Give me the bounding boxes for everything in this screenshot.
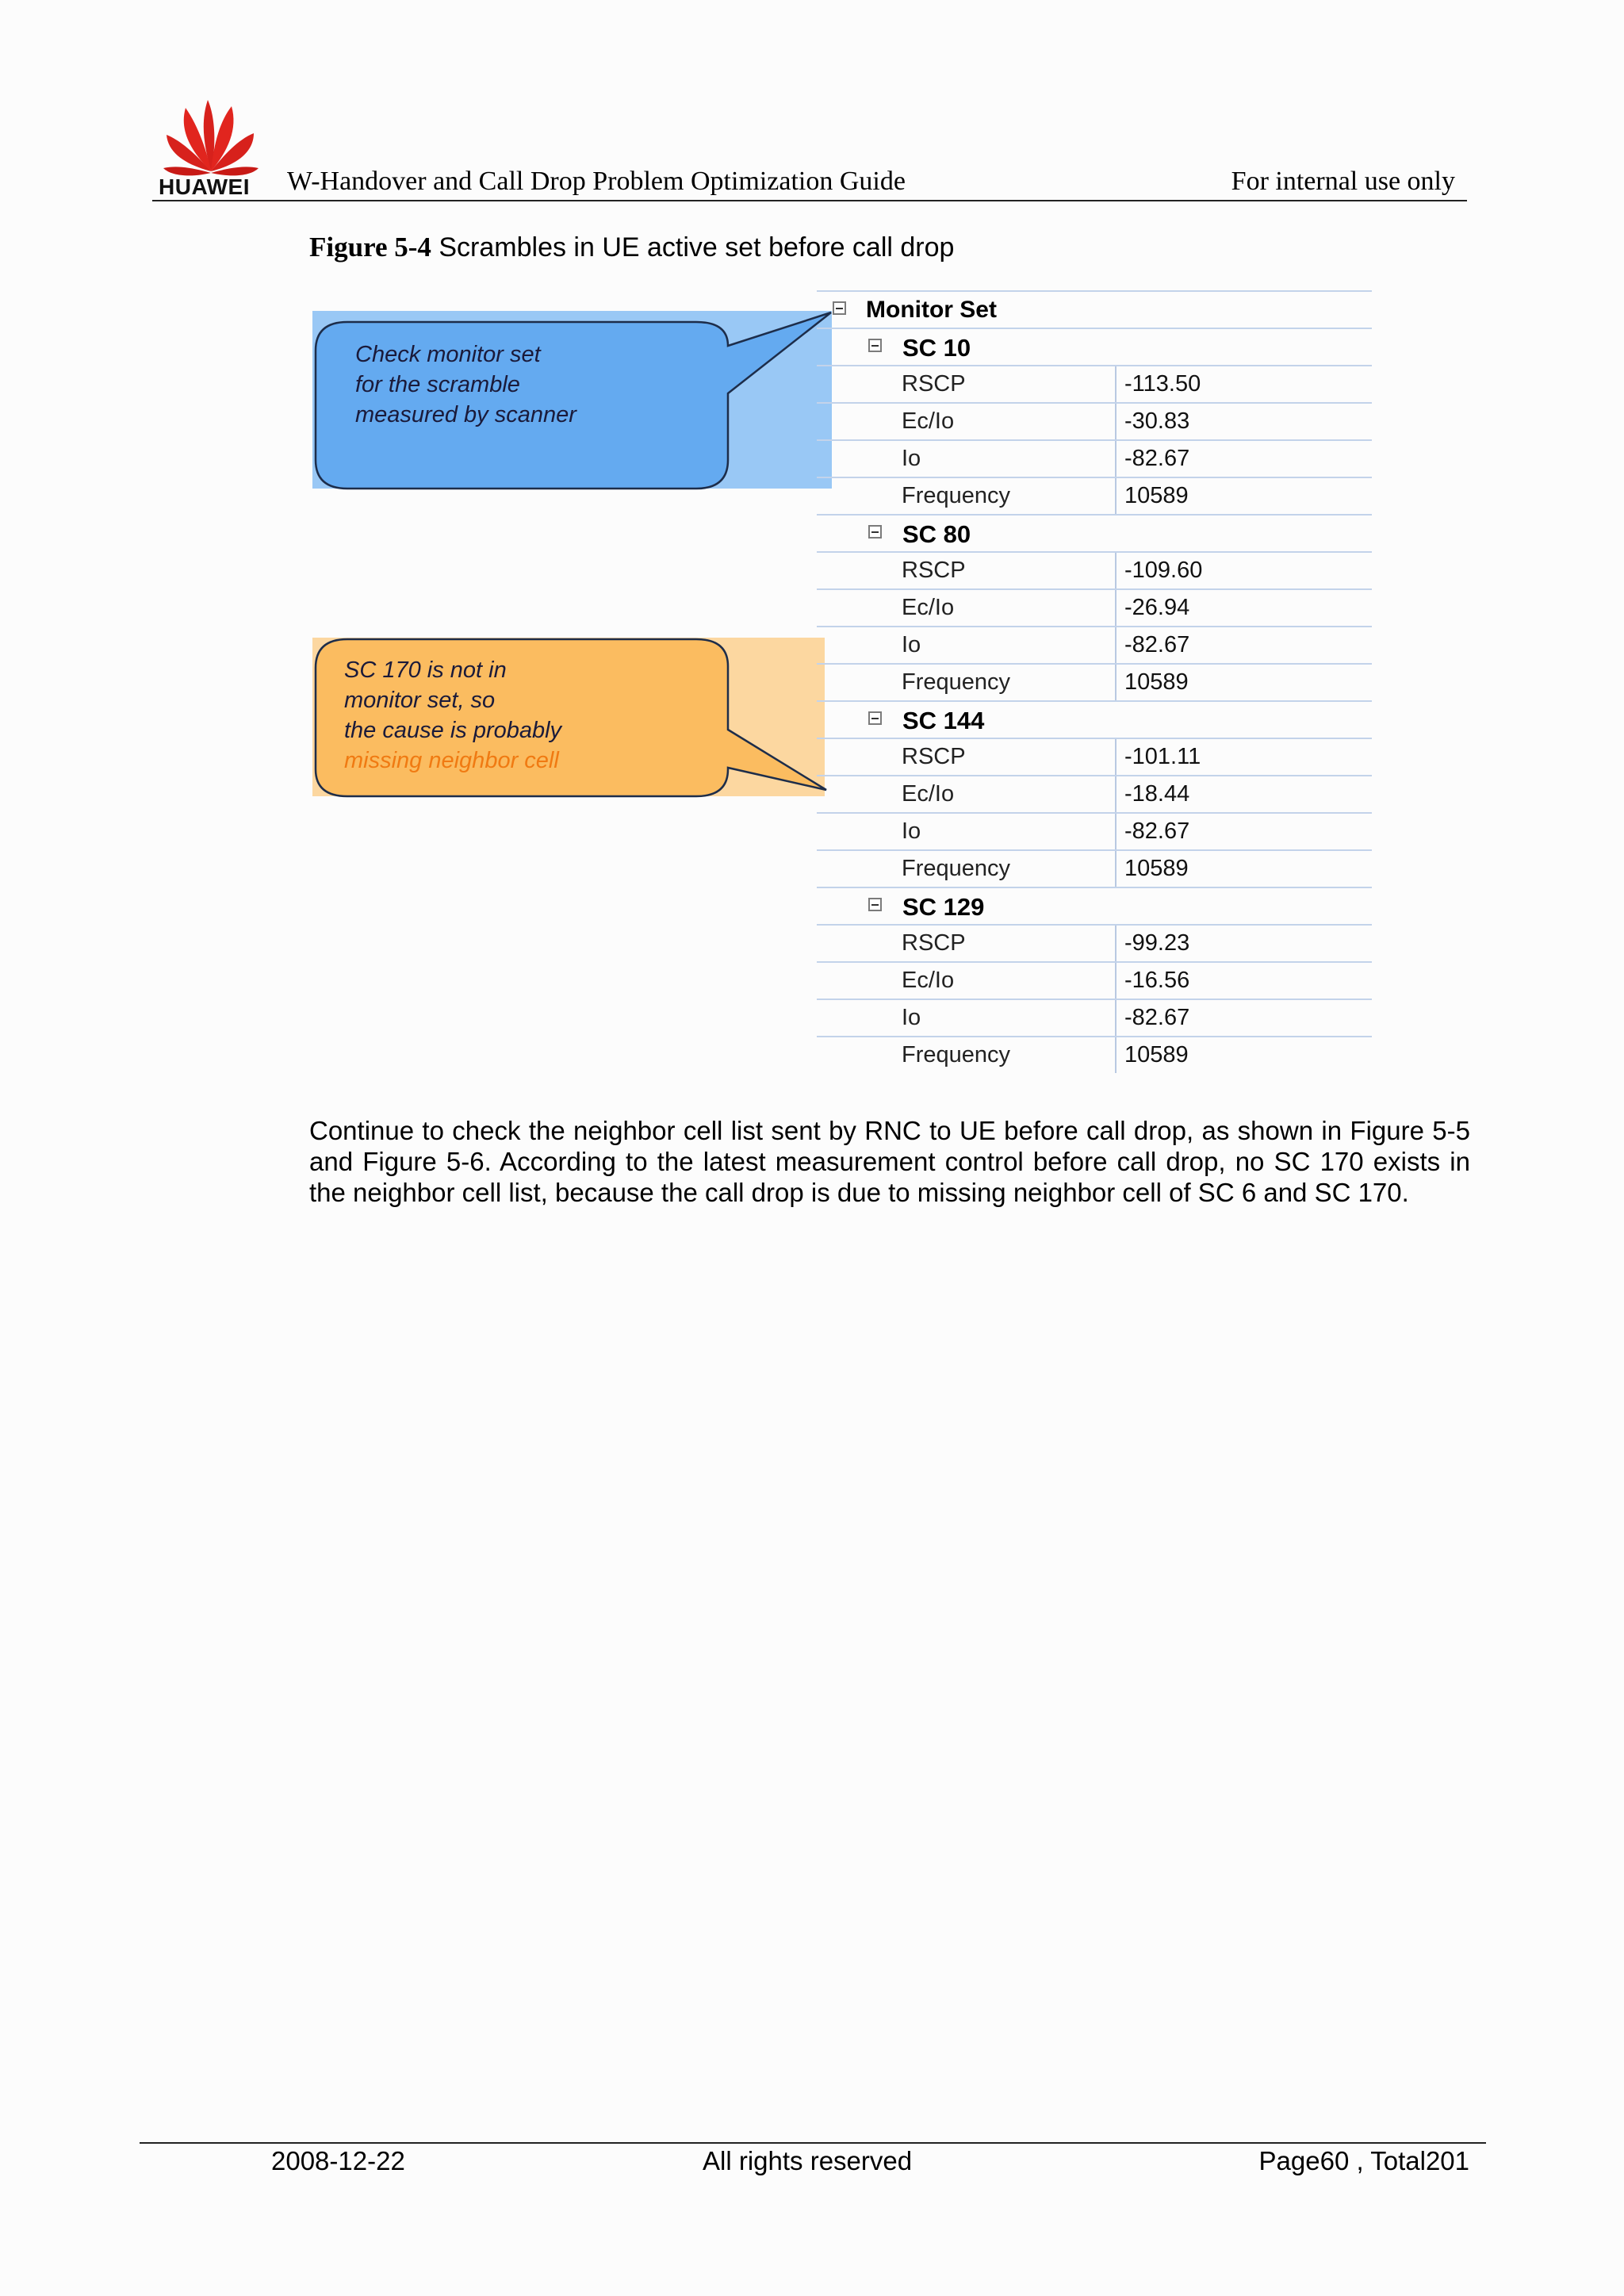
footer-date: 2008-12-22 <box>271 2146 405 2175</box>
tree-measure-row <box>817 590 1372 627</box>
body-paragraph: Continue to check the neighbor cell list sent by RNC to UE before call drop, as shown in Figure 5-5 and Figure 5-6. According to the latest measurement control before call drop, no SC 170 exists in the neighbor cell list, because the call drop is due to missing neighbor cell of SC 6 and SC 170. <box>309 1116 1470 1207</box>
measure-label: RSCP <box>902 558 966 583</box>
callout-blue-text <box>355 339 576 430</box>
tree-measure-row <box>817 926 1372 963</box>
measure-label: Io <box>902 818 921 844</box>
collapse-icon[interactable] <box>868 525 882 539</box>
measure-label: Io <box>902 1005 921 1030</box>
document-title: W-Handover and Call Drop Problem Optimization Guide <box>287 167 906 196</box>
collapse-icon[interactable] <box>868 898 882 911</box>
tree-measure-row <box>817 1037 1372 1073</box>
tree-measure-row <box>817 553 1372 590</box>
callout-orange-text <box>344 655 561 776</box>
measure-label: Ec/Io <box>902 408 955 434</box>
tree-measure-row <box>817 739 1372 776</box>
tree-measure-row <box>817 478 1372 516</box>
measure-value: -82.67 <box>1124 446 1190 471</box>
measure-value: -16.56 <box>1124 968 1190 993</box>
footer-rights: All rights reserved <box>703 2146 913 2175</box>
measure-label: Ec/Io <box>902 595 955 620</box>
tree-measure-row <box>817 366 1372 404</box>
measure-value: -18.44 <box>1124 781 1190 807</box>
measure-value: -109.60 <box>1124 558 1203 583</box>
collapse-icon[interactable] <box>868 339 882 352</box>
callout-orange-line: SC 170 is not in <box>344 657 507 683</box>
measure-label: Ec/Io <box>902 781 955 807</box>
collapse-icon[interactable] <box>868 711 882 725</box>
tree-root-label: Monitor Set <box>866 297 997 323</box>
measure-value: -82.67 <box>1124 818 1190 844</box>
measure-label: Frequency <box>902 1042 1011 1068</box>
callout-blue-line: for the scramble <box>355 372 520 397</box>
tree-measure-row <box>817 814 1372 851</box>
measure-label: RSCP <box>902 371 966 397</box>
measure-value: 10589 <box>1124 483 1189 508</box>
measure-label: Ec/Io <box>902 968 955 993</box>
tree-measure-row <box>817 404 1372 441</box>
callout-bubbles <box>0 0 1624 872</box>
collapse-icon[interactable] <box>833 301 846 315</box>
callout-blue-line: measured by scanner <box>355 402 576 427</box>
callout-orange-highlight: missing neighbor cell <box>344 748 559 773</box>
footer-divider <box>140 2142 1486 2144</box>
callout-orange-line: the cause is probably <box>344 718 562 743</box>
tree-group-label: SC 80 <box>902 520 971 548</box>
tree-measure-row <box>817 1000 1372 1037</box>
tree-measure-row <box>817 963 1372 1000</box>
tree-measure-row <box>817 627 1372 665</box>
tree-measure-row <box>817 441 1372 478</box>
measure-value: -26.94 <box>1124 595 1190 620</box>
tree-measure-row <box>817 776 1372 814</box>
callout-orange-line: monitor set, so <box>344 688 496 713</box>
measure-value: -101.11 <box>1124 744 1201 769</box>
measure-label: RSCP <box>902 744 966 769</box>
measure-value: -30.83 <box>1124 408 1190 434</box>
measure-label: Io <box>902 446 921 471</box>
measure-label: Frequency <box>902 856 1011 881</box>
tree-group-row[interactable] <box>817 888 1372 926</box>
measure-value: -113.50 <box>1124 371 1201 397</box>
tree-root-row[interactable] <box>817 290 1372 329</box>
tree-measure-row <box>817 851 1372 888</box>
callout-blue-line: Check monitor set <box>355 342 541 367</box>
measure-value: -82.67 <box>1124 1005 1190 1030</box>
tree-group-row[interactable] <box>817 702 1372 739</box>
classification-label: For internal use only <box>1231 167 1455 196</box>
tree-measure-row <box>817 665 1372 702</box>
measure-label: Frequency <box>902 669 1011 695</box>
measure-value: -99.23 <box>1124 930 1190 956</box>
tree-group-row[interactable] <box>817 329 1372 366</box>
figure-number: Figure 5-4 <box>309 232 431 263</box>
tree-group-row[interactable] <box>817 516 1372 553</box>
brand-name: HUAWEI <box>159 174 250 199</box>
tree-group-label: SC 144 <box>902 707 985 734</box>
measure-label: Io <box>902 632 921 657</box>
tree-group-label: SC 129 <box>902 893 985 921</box>
measure-label: Frequency <box>902 483 1011 508</box>
footer-page-number: Page60 , Total201 <box>1258 2146 1469 2175</box>
measure-value: -82.67 <box>1124 632 1190 657</box>
measure-value: 10589 <box>1124 669 1189 695</box>
measure-label: RSCP <box>902 930 966 956</box>
tree-group-label: SC 10 <box>902 334 971 362</box>
figure-caption-text: Scrambles in UE active set before call drop <box>439 232 955 263</box>
measure-value: 10589 <box>1124 856 1189 881</box>
monitor-set-tree <box>817 290 1372 1073</box>
measure-value: 10589 <box>1124 1042 1189 1068</box>
